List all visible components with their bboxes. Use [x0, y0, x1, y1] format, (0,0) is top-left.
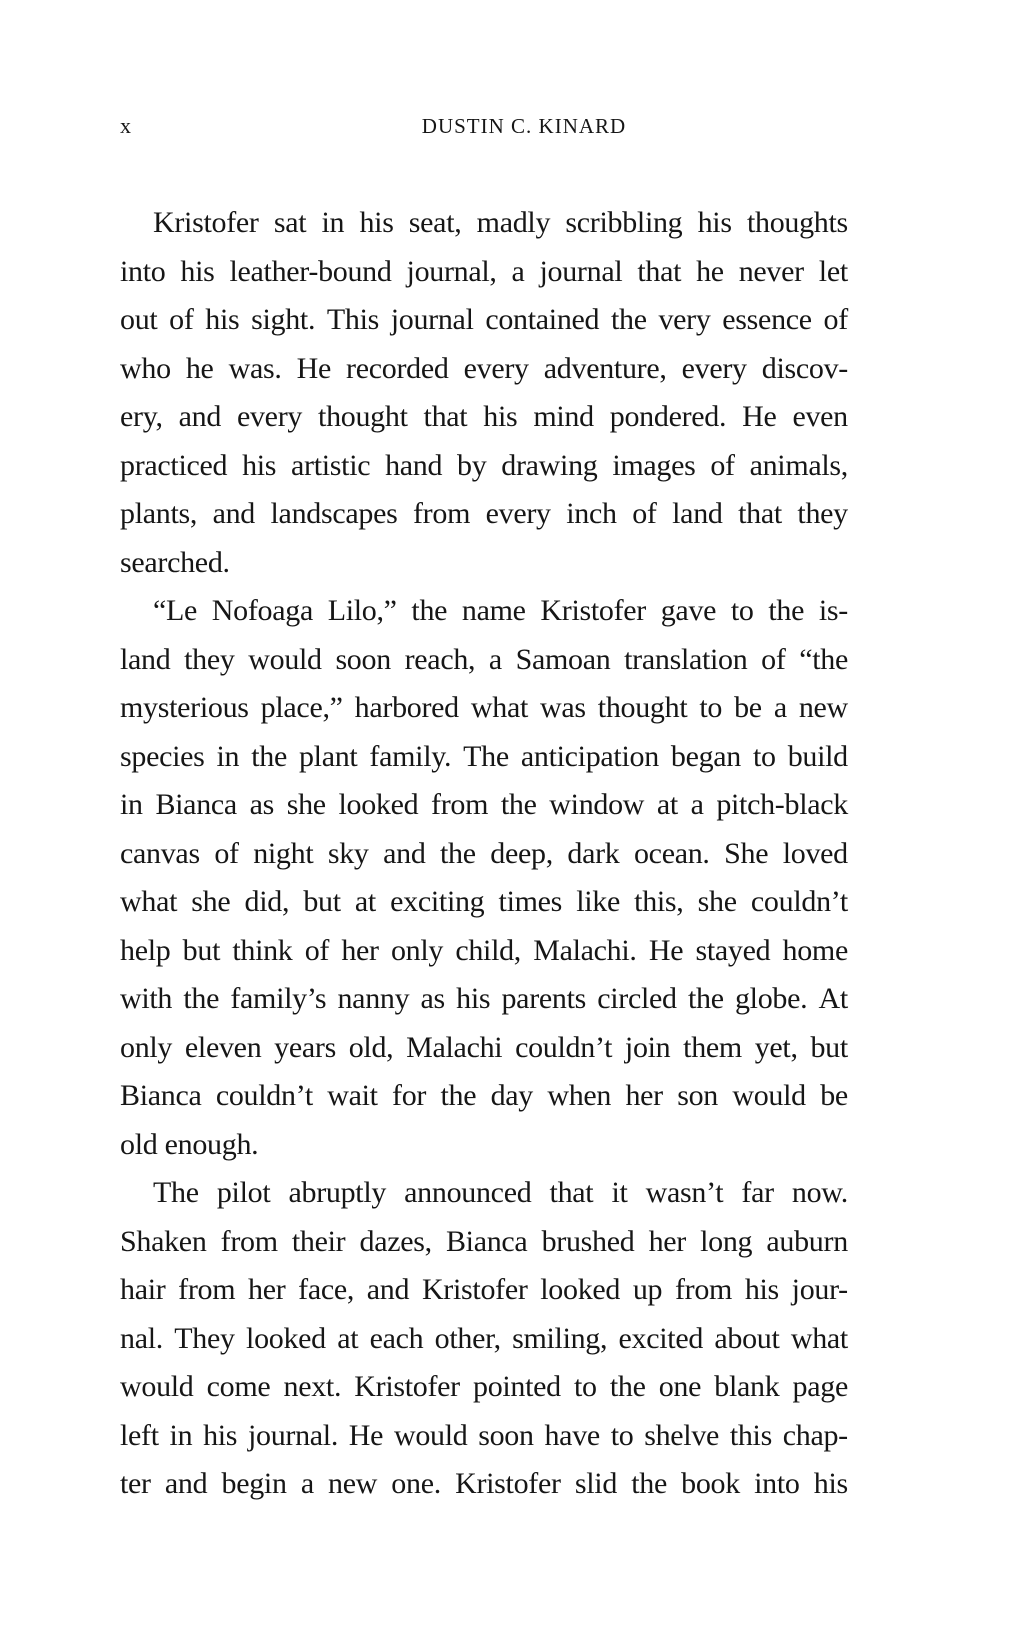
- text-line: ter and begin a new one. Kristofer slid the book into his: [120, 1467, 848, 1500]
- running-head: DUSTIN C. KINARD: [421, 114, 627, 138]
- text-line: species in the plant family. The anticipation began to build: [120, 739, 848, 773]
- text-line: Bianca couldn’t wait for the day when her son would be: [120, 1079, 848, 1112]
- paragraph: [120, 199, 848, 587]
- text-line: what she did, but at exciting times like this, she couldn’t: [120, 885, 848, 918]
- text-line: mysterious place,” harbored what was thought to be a new: [120, 691, 848, 724]
- text-line: ery, and every thought that his mind pondered. He even: [120, 400, 848, 433]
- text-line: “Le Nofoaga Lilo,” the name Kristofer gave to the is-: [153, 594, 848, 627]
- text-line: help but think of her only child, Malachi. He stayed home: [120, 933, 848, 967]
- text-line: with the family’s nanny as his parents circled the globe. At: [120, 982, 848, 1015]
- page-header: [120, 111, 928, 141]
- text-line: in Bianca as she looked from the window at a pitch-black: [120, 788, 848, 821]
- text-line: who he was. He recorded every adventure, every discov-: [120, 351, 848, 385]
- text-line: plants, and landscapes from every inch of land that they: [120, 497, 848, 530]
- text-line: practiced his artistic hand by drawing images of animals,: [120, 448, 848, 482]
- text-line: The pilot abruptly announced that it wasn’t far now.: [153, 1176, 848, 1209]
- text-line: left in his journal. He would soon have to shelve this chap-: [120, 1418, 848, 1452]
- text-line: land they would soon reach, a Samoan translation of “the: [120, 642, 848, 676]
- text-line: old enough.: [120, 1127, 259, 1161]
- text-line: hair from her face, and Kristofer looked up from his jour-: [120, 1273, 848, 1306]
- paragraph: [120, 1169, 848, 1509]
- text-line: only eleven years old, Malachi couldn’t join them yet, but: [120, 1030, 848, 1064]
- text-line: out of his sight. This journal contained the very essence of: [120, 303, 848, 336]
- page-number: x: [120, 113, 131, 138]
- body-text: [120, 199, 848, 1509]
- text-line: searched.: [120, 545, 230, 579]
- text-line: nal. They looked at each other, smiling, excited about what: [120, 1321, 848, 1355]
- text-line: Shaken from their dazes, Bianca brushed her long auburn: [120, 1224, 848, 1258]
- text-line: Kristofer sat in his seat, madly scribbling his thoughts: [153, 206, 848, 239]
- paragraph: [120, 587, 848, 1169]
- text-line: would come next. Kristofer pointed to the one blank page: [120, 1370, 848, 1403]
- text-line: into his leather-bound journal, a journal that he never let: [120, 254, 848, 288]
- text-line: canvas of night sky and the deep, dark ocean. She loved: [120, 836, 848, 870]
